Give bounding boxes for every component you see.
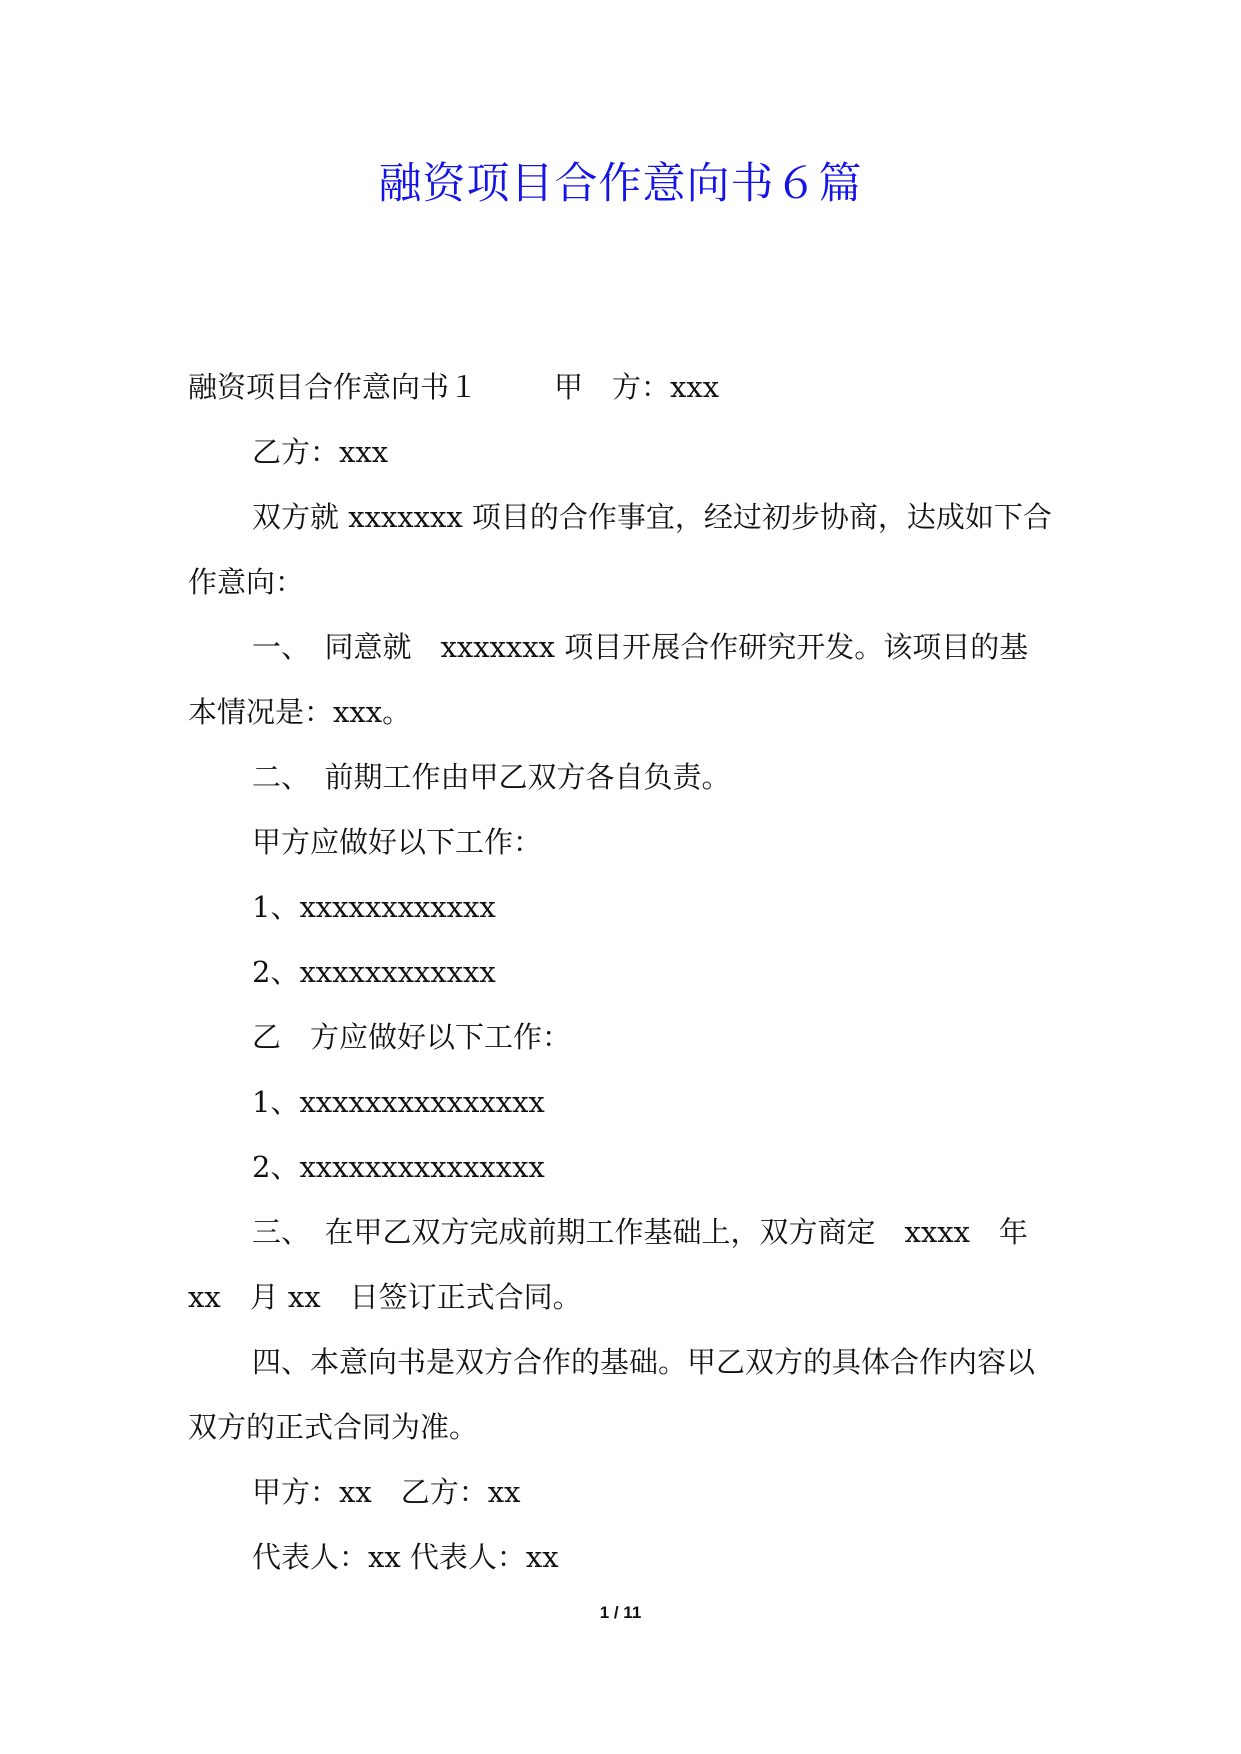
intro-paragraph: 双方就 xxxxxxx 项目的合作事宜，经过初步协商，达成如下合作意向： [188, 500, 1052, 599]
clause-two: 二、 前期工作由甲乙双方各自负责。 [252, 760, 731, 794]
representatives-line: 代表人：xx 代表人：xx [252, 1540, 559, 1574]
clause-three: 三、 在甲乙双方完成前期工作基础上，双方商定 xxxx 年 xx 月 xx 日签订正式合同。 [188, 1215, 1057, 1314]
signatories-line: 甲方：xx 乙方：xx [252, 1475, 521, 1509]
section-heading: 融资项目合作意向书１ [188, 370, 479, 404]
party-a-line: 甲 方：xxx [554, 370, 720, 404]
clause-one: 一、 同意就 xxxxxxx 项目开展合作研究开发。该项目的基本情况是：xxx。 [188, 630, 1029, 729]
document-body [188, 355, 1065, 1590]
party-a-tasks-heading: 甲方应做好以下工作： [252, 825, 543, 859]
document-title: 融资项目合作意向书６篇 [378, 159, 863, 209]
party-b-task-1: 1、xxxxxxxxxxxxxxx [252, 1085, 545, 1119]
party-b-line: 乙方：xxx [252, 435, 389, 469]
party-a-task-1: 1、xxxxxxxxxxxx [252, 890, 496, 924]
party-b-tasks-heading: 乙 方应做好以下工作： [252, 1020, 572, 1054]
paragraph-heading-line [188, 355, 1054, 420]
party-a-task-2: 2、xxxxxxxxxxxx [252, 955, 496, 989]
page-number: 1 / 11 [599, 1603, 642, 1622]
party-b-task-2: 2、xxxxxxxxxxxxxxx [252, 1150, 545, 1184]
clause-four: 四、本意向书是双方合作的基础。甲乙双方的具体合作内容以 双方的正式合同为准。 [188, 1345, 1065, 1444]
